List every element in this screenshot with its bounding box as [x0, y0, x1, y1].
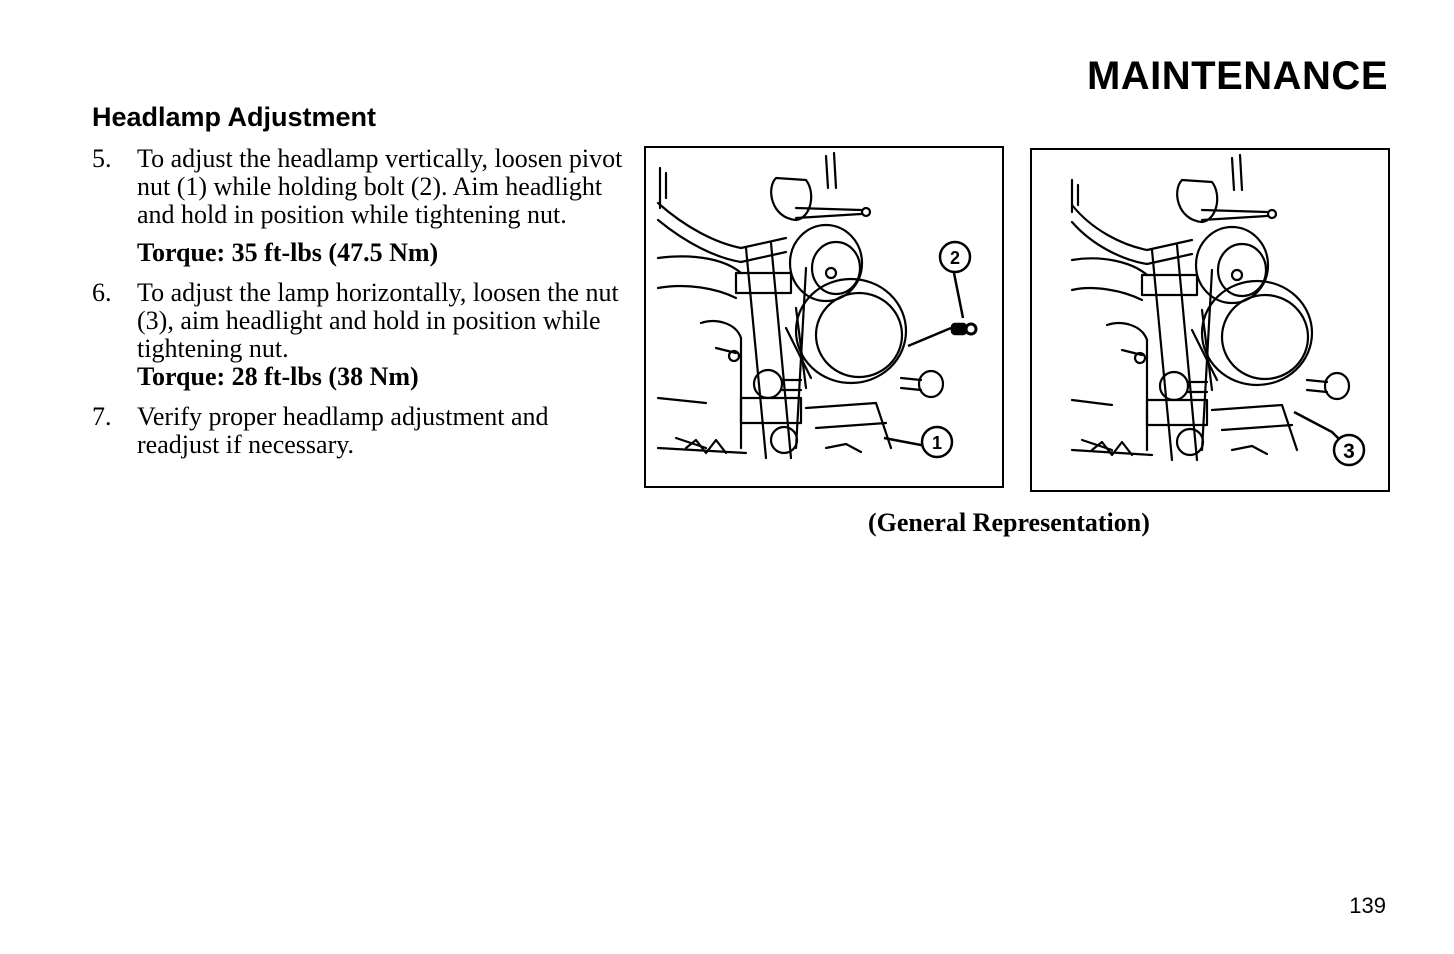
torque-spec: Torque: 28 ft-lbs (38 Nm)	[137, 362, 419, 391]
step-number: 7.	[92, 402, 112, 431]
step-7	[92, 403, 632, 459]
step-text: Verify proper headlamp adjustment and readjust if necessary.	[137, 402, 549, 459]
steps-list	[92, 145, 632, 469]
step-text: To adjust the headlamp vertically, loosen pivot nut (1) while holding bolt (2). Aim headlight and hold in position while tightening nut.	[137, 144, 623, 229]
step-5	[92, 145, 632, 229]
page-number: 139	[1349, 893, 1386, 918]
callout-1-label: 1	[931, 433, 943, 453]
headlamp-figure-vertical	[644, 146, 1004, 488]
step-number: 6.	[92, 278, 112, 307]
figure-caption: (General Representation)	[868, 508, 1150, 537]
step-6	[92, 279, 632, 363]
section-title: MAINTENANCE	[1086, 54, 1388, 98]
subheading: Headlamp Adjustment	[92, 102, 377, 132]
step-number: 5.	[92, 144, 112, 173]
headlamp-line-drawing	[646, 148, 1002, 486]
callout-3-label: 3	[1343, 440, 1355, 463]
step-text: To adjust the lamp horizontally, loosen the nut (3), aim headlight and hold in position while tightening nut.	[137, 278, 619, 363]
headlamp-figure-horizontal	[1030, 148, 1390, 492]
torque-spec: Torque: 35 ft-lbs (47.5 Nm)	[137, 238, 439, 267]
callout-2-label: 2	[949, 248, 961, 268]
headlamp-line-drawing	[1032, 150, 1388, 490]
